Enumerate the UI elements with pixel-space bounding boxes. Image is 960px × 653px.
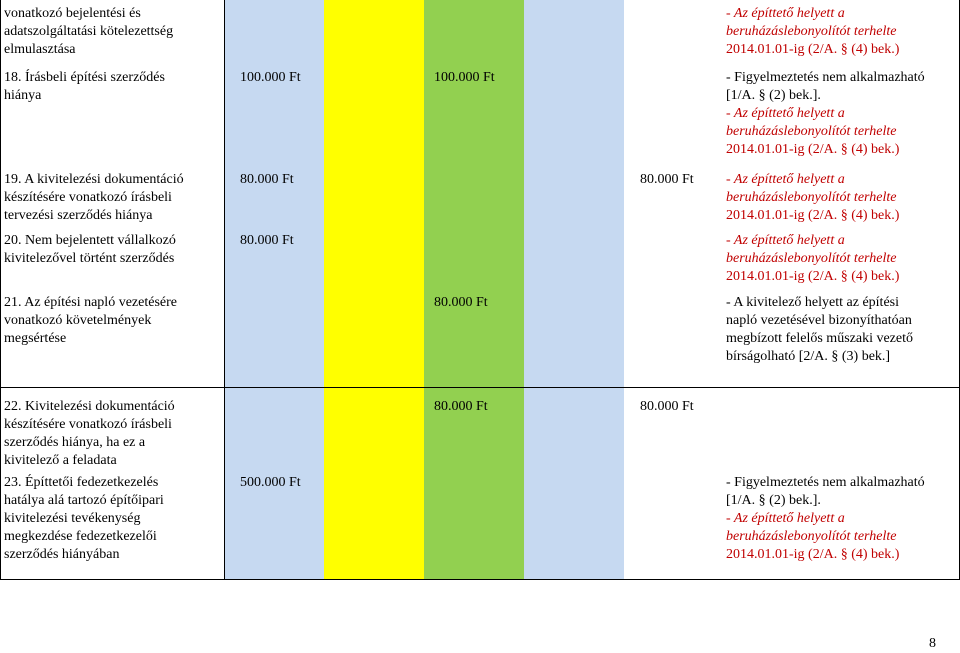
remark-line: - Figyelmeztetés nem alkalmazható: [726, 70, 925, 85]
row-label-line: készítésére vonatkozó írásbeli: [4, 417, 172, 432]
remark-line: megbízott felelős műszaki vezető: [726, 331, 913, 346]
amount-col-a: 80.000 Ft: [240, 172, 294, 187]
row-label-line: készítésére vonatkozó írásbeli: [4, 190, 172, 205]
row-label-line: hiánya: [4, 88, 42, 103]
row-label-line: szerződés hiánya, ha ez a: [4, 435, 146, 450]
amount-col-a: 500.000 Ft: [240, 475, 301, 490]
amount-col-c: 80.000 Ft: [640, 399, 694, 414]
remark-line: napló vezetésével bizonyíthatóan: [726, 313, 912, 328]
amount-col-a: 100.000 Ft: [240, 70, 301, 85]
remark-line: - Az építtető helyett a: [726, 233, 845, 248]
page-number: 8: [929, 636, 936, 651]
row-label-line: 21. Az építési napló vezetésére: [4, 295, 177, 310]
row-label-line: kivitelezővel történt szerződés: [4, 251, 175, 266]
row-label-line: 18. Írásbeli építési szerződés: [4, 70, 165, 85]
remark-line: - Az építtető helyett a: [726, 6, 845, 21]
remark-line: 2014.01.01-ig (2/A. § (4) bek.): [726, 208, 900, 223]
remark-line: - Az építtető helyett a: [726, 106, 845, 121]
remark-line: 2014.01.01-ig (2/A. § (4) bek.): [726, 42, 900, 57]
row-label-line: tervezési szerződés hiánya: [4, 208, 153, 223]
remark-line: 2014.01.01-ig (2/A. § (4) bek.): [726, 142, 900, 157]
remark-line: - Az építtető helyett a: [726, 511, 845, 526]
column-blue-bg-2: [524, 0, 624, 579]
amount-col-a: 80.000 Ft: [240, 233, 294, 248]
row-label-line: vonatkozó követelmények: [4, 313, 152, 328]
remark-line: beruházáslebonyolítót terhelte: [726, 124, 897, 139]
remark-line: - Az építtető helyett a: [726, 172, 845, 187]
row-label-line: hatálya alá tartozó építőipari: [4, 493, 164, 508]
row-label-line: adatszolgáltatási kötelezettség: [4, 24, 174, 39]
row-label-line: kivitelezési tevékenység: [4, 511, 141, 526]
remark-line: beruházáslebonyolítót terhelte: [726, 190, 897, 205]
remark-line: beruházáslebonyolítót terhelte: [726, 24, 897, 39]
row-label-line: 23. Építtetői fedezetkezelés: [4, 475, 159, 490]
column-yellow-bg: [324, 0, 424, 579]
remark-line: - Figyelmeztetés nem alkalmazható: [726, 475, 925, 490]
remark-line: 2014.01.01-ig (2/A. § (4) bek.): [726, 269, 900, 284]
row-label-line: szerződés hiányában: [4, 547, 120, 562]
row-label-line: 20. Nem bejelentett vállalkozó: [4, 233, 176, 248]
remark-line: bírságolható [2/A. § (3) bek.]: [726, 349, 891, 364]
row-label-line: 22. Kivitelezési dokumentáció: [4, 399, 175, 414]
row-label-line: megkezdése fedezetkezelői: [4, 529, 157, 544]
remark-line: [1/A. § (2) bek.].: [726, 493, 821, 508]
amount-col-b: 100.000 Ft: [434, 70, 495, 85]
remark-line: beruházáslebonyolítót terhelte: [726, 529, 897, 544]
row-label-line: megsértése: [4, 331, 67, 346]
remark-line: [1/A. § (2) bek.].: [726, 88, 821, 103]
row-label-line: elmulasztása: [4, 42, 76, 57]
amount-col-c: 80.000 Ft: [640, 172, 694, 187]
row-label-line: kivitelező a feladata: [4, 453, 117, 468]
amount-col-b: 80.000 Ft: [434, 399, 488, 414]
remark-line: - A kivitelező helyett az építési: [726, 295, 899, 310]
row-label-line: 19. A kivitelezési dokumentáció: [4, 172, 184, 187]
remark-line: 2014.01.01-ig (2/A. § (4) bek.): [726, 547, 900, 562]
remark-line: beruházáslebonyolítót terhelte: [726, 251, 897, 266]
row-label-line: vonatkozó bejelentési és: [4, 6, 141, 21]
amount-col-b: 80.000 Ft: [434, 295, 488, 310]
